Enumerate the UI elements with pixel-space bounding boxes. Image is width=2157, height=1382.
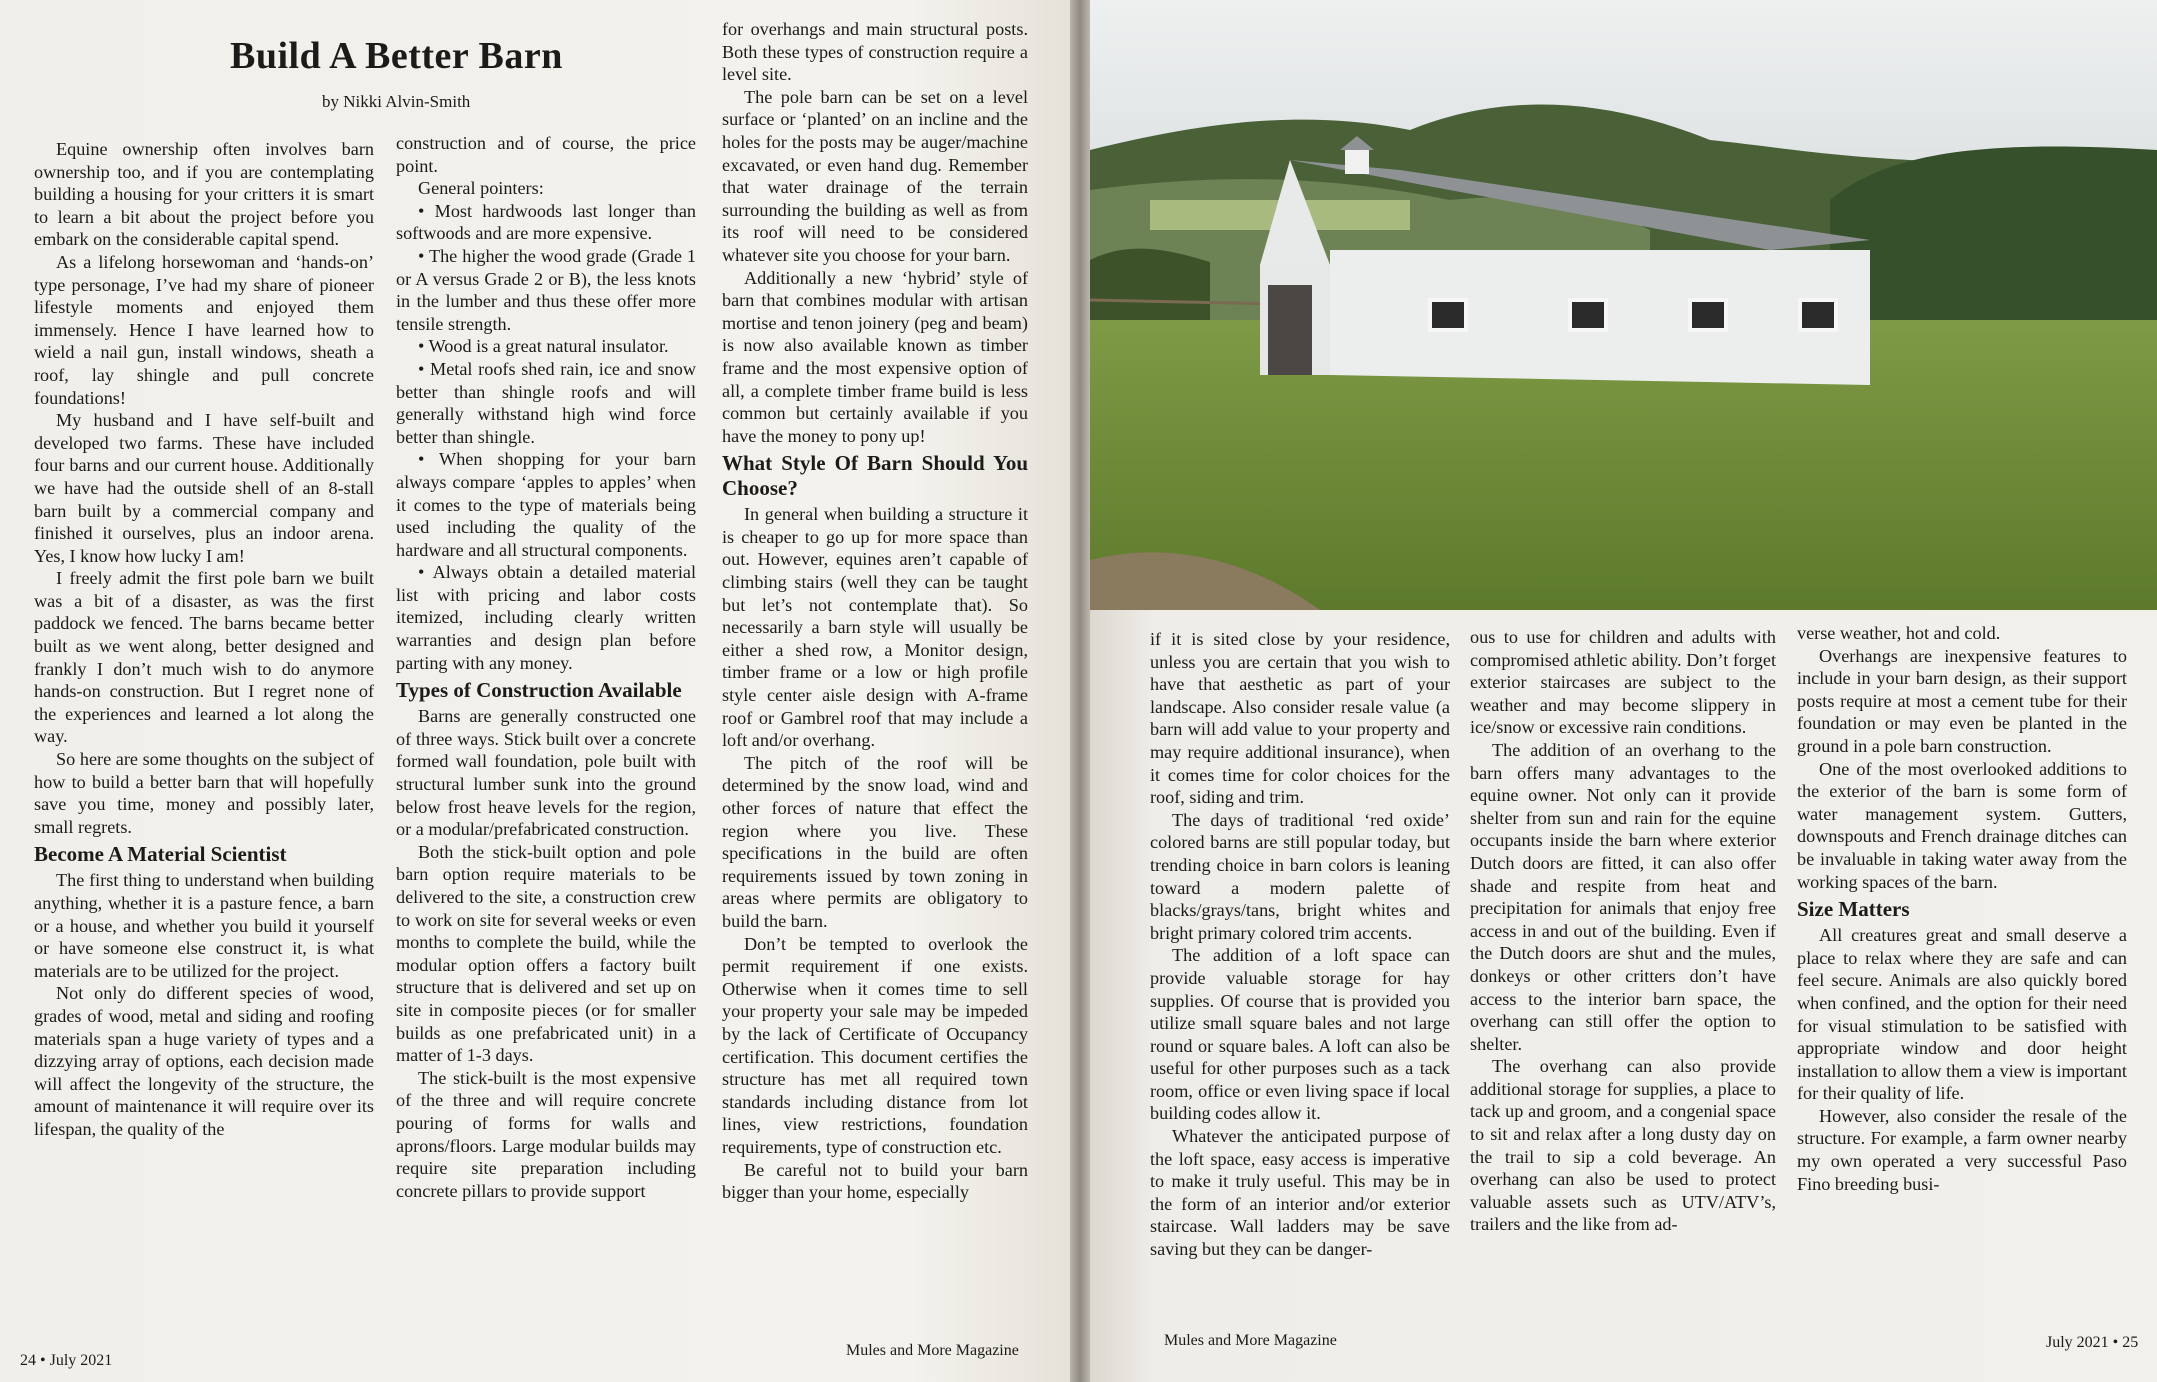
bullet-item: • When shopping for your barn always compare ‘apples to apples’ when it comes to the type of materials being used including the quality of the hardware and all structural components. — [396, 449, 696, 560]
paragraph: The days of traditional ‘red oxide’ colored barns are still popular today, but trending choice in barn colors is leaning toward a modern palette of blacks/grays/tans, bright whites and bright primary colored trim accents. — [1150, 809, 1450, 943]
paragraph: Overhangs are inexpensive features to include in your barn design, as their support posts require at most a cement tube for their foundation or may even be planted in the ground in a pole barn construction. — [1797, 645, 2127, 756]
article-title: Build A Better Barn — [230, 35, 563, 77]
paragraph: All creatures great and small deserve a place to relax where they are safe and can feel secure. Animals are also quickly bored when confined, and the option for their need for visual stimulation to be satisfied with appropriate window and door height installation to allow them a view is important for their quality of life. — [1797, 925, 2127, 1104]
bullet-item: • Metal roofs shed rain, ice and snow better than shingle roofs and will generally withstand high wind force better than shingle. — [396, 358, 696, 447]
paragraph: Equine ownership often involves barn ownership too, and if you are contemplating building a housing for your critters it is smart to learn a bit about the project before you embark on the considerable capital spend. — [34, 139, 374, 250]
paragraph: if it is sited close by your residence, unless you are certain that you wish to have that aesthetic as part of your landscape. Also consider resale value (a barn will add value to your property and may require additional insurance), when it comes time for color choices for the roof, siding and trim. — [1150, 629, 1450, 808]
bullet-item: • Always obtain a detailed material list with pricing and labor costs itemized, including clearly written warranties and design plan before parting with any money. — [396, 562, 696, 673]
barn-cupola — [1345, 150, 1369, 174]
paragraph: Be careful not to build your barn bigger than your home, especially — [722, 1159, 1028, 1203]
column-5 — [1470, 626, 1776, 1236]
paragraph: The pitch of the roof will be determined by the snow load, wind and other forces of nature that effect the region where you live. These specifications in the build are often requirements issued by town zoning in areas where permits are obligatory to build the barn. — [722, 752, 1028, 931]
column-1 — [34, 138, 374, 1141]
page-number-left: 24 • July 2021 — [20, 1352, 113, 1369]
paragraph: My husband and I have self-built and developed two farms. These have included four barns and our current house. Additionally we have had the outside shell of an 8-stall barn built by a commercial company and finished it ourselves, plus an indoor arena. Yes, I know how lucky I am! — [34, 410, 374, 566]
paragraph: I freely admit the first pole barn we built was a bit of a disaster, as was the first paddock we fenced. The barns became better built as we went along, better designed and frankly I don’t much wish to do anymore hands-on construction. But I regret none of the experiences and learned a lot along the way. — [34, 568, 374, 747]
paragraph: The stick-built is the most expensive of the three and will require concrete pouring of forms for walls and aprons/floors. Large modular builds may require site preparation including concrete pillars to provide support — [396, 1067, 696, 1201]
paragraph: The first thing to understand when building anything, whether it is a pasture fence, a barn or a house, and whether you build it yourself or have someone else construct it, is what materials are to be utilized for the project. — [34, 870, 374, 981]
paragraph: In general when building a structure it is cheaper to go up for more space than out. However, equines aren’t capable of climbing stairs (well they can be taught but let’s not contemplate that). So necessarily a barn style will usually be either a shed row, a Monitor design, timber frame or a low or high profile style center aisle design with A-frame roof or Gambrel roof that may include a loft and/or overhang. — [722, 504, 1028, 751]
magazine-name-right: Mules and More Magazine — [1164, 1332, 1337, 1349]
paragraph: So here are some thoughts on the subject of how to build a better barn that will hopefully save you time, money and possibly later, small regrets. — [34, 749, 374, 837]
paragraph: Don’t be tempted to overlook the permit requirement if one exists. Otherwise when it comes time to sell your property your sale may be impeded by the lack of Certificate of Occupancy certification. This document certifies the structure has met all required town standards including distance from lot lines, view restrictions, foundation requirements, type of construction etc. — [722, 933, 1028, 1157]
section-heading-size: Size Matters — [1797, 897, 1910, 922]
paragraph: The addition of an overhang to the barn offers many advantages to the equine owner. Not only can it provide shelter from sun and rain for the equine occupants inside the barn where exterior Dutch doors are fitted, it can also offer shade and respite from heat and precipitation for animals that enjoy free access in and out of the building. Even if the Dutch doors are shut and the mules, donkeys or other critters don’t have access to the interior barn space, the overhang can still offer the option to shelter. — [1470, 739, 1776, 1054]
section-heading-types: Types of Construction Available — [396, 678, 682, 703]
paragraph: The pole barn can be set on a level surface or ‘planted’ on an incline and the holes for the posts may be auger/machine excavated, or even hand dug. Remember that water drainage of the terrain surrounding the building as well as from its roof will need to be considered whatever site you choose for your barn. — [722, 86, 1028, 265]
page-number-right: July 2021 • 25 — [2046, 1334, 2139, 1351]
section-heading-material: Become A Material Scientist — [34, 842, 287, 867]
paragraph: General pointers: — [418, 178, 544, 199]
byline: by Nikki Alvin-Smith — [322, 92, 471, 111]
photo-right-trees — [1830, 147, 2157, 340]
barn-photo — [1090, 0, 2157, 610]
right-page — [1090, 0, 2157, 1382]
barn-window — [1430, 300, 1466, 330]
paragraph: As a lifelong horsewoman and ‘hands-on’ type personage, I’ve had my share of pioneer lifestyle moments and enjoyed them immensely. Hence I have learned how to wield a nail gun, install windows, sheath a roof, lay shingle and pull concrete foundations! — [34, 251, 374, 408]
paragraph: One of the most overlooked additions to the exterior of the barn is some form of water management system. Gutters, downspouts and French drainage ditches can be invaluable in taking water away from the working spaces of the barn. — [1797, 758, 2127, 892]
paragraph: The addition of a loft space can provide valuable storage for hay supplies. Of course that is provided you utilize small square bales and not large round or square bales. A loft can also be useful for other purposes such as a tack room, office or even living space if local building codes allow it. — [1150, 945, 1450, 1124]
paragraph: construction and of course, the price point. — [396, 133, 696, 176]
paragraph: Not only do different species of wood, grades of wood, metal and siding and roofing materials span a huge variety of types and a dizzying array of options, each decision made will affect the longevity of the structure, the amount of maintenance it will require over its lifespan, the quality of the — [34, 983, 374, 1139]
paragraph: Whatever the anticipated purpose of the loft space, easy access is imperative to make it truly useful. This may be in the form of an interior and/or exterior staircase. Wall ladders may be save saving but they can be danger- — [1150, 1126, 1450, 1260]
barn-window — [1800, 300, 1836, 330]
left-page — [0, 0, 1070, 1382]
paragraph: for overhangs and main structural posts. Both these types of construction require a level site. — [722, 19, 1028, 85]
paragraph: ous to use for children and adults with compromised athletic ability. Don’t forget exterior staircases are subject to the weather and may become slippery in ice/snow or excessive rain conditions. — [1470, 627, 1776, 738]
bullet-item: • Wood is a great natural insulator. — [418, 336, 669, 357]
section-heading-style: What Style Of Barn Should You Choose? — [722, 451, 1028, 501]
barn-door — [1268, 285, 1312, 375]
column-4 — [1150, 628, 1450, 1261]
barn-window — [1570, 300, 1606, 330]
bullet-item: • Most hardwoods last longer than softwoods and are more expensive. — [396, 200, 696, 244]
column-6 — [1797, 622, 2127, 1195]
paragraph: Both the stick-built option and pole barn option require materials to be delivered to the site, a construction crew to work on site for several weeks or even months to complete the build, while the modular option offers a factory built structure that is delivered and set up on site in composite pieces (or for smaller builds as one prefabricated unit) in a matter of 1-3 days. — [396, 841, 696, 1066]
page-gutter — [1070, 0, 1090, 1382]
paragraph: Barns are generally constructed one of three ways. Stick built over a concrete formed wall foundation, pole built with structural lumber sunk into the ground below frost heave levels for the region, or a modular/prefabricated construction. — [396, 706, 696, 840]
column-2 — [396, 132, 696, 1202]
paragraph: verse weather, hot and cold. — [1797, 623, 2001, 643]
paragraph: However, also consider the resale of the structure. For example, a farm owner nearby my own operated a very successful Paso Fino breeding busi- — [1797, 1105, 2127, 1194]
column-3 — [722, 18, 1028, 1204]
magazine-name-left: Mules and More Magazine — [846, 1342, 1019, 1359]
bullet-item: • The higher the wood grade (Grade 1 or A versus Grade 2 or B), the less knots in the lumber and thus these offer more tensile strength. — [396, 245, 696, 334]
photo-tree-line — [1090, 249, 1210, 330]
paragraph: Additionally a new ‘hybrid’ style of barn that combines modular with artisan mortise and tenon joinery (peg and beam) is now also available known as timber frame and the most expensive option of all, a complete timber frame build is less common but certainly available if you have the money to pony up! — [722, 267, 1028, 446]
barn-window — [1690, 300, 1726, 330]
paragraph: The overhang can also provide additional storage for supplies, a place to tack up and groom, and a congenial space to sit and relax after a long dusty day on the trail to sip a cold beverage. An overhang can also be used to protect valuable assets such as UTV/ATV’s, trailers and the like from ad- — [1470, 1056, 1776, 1235]
